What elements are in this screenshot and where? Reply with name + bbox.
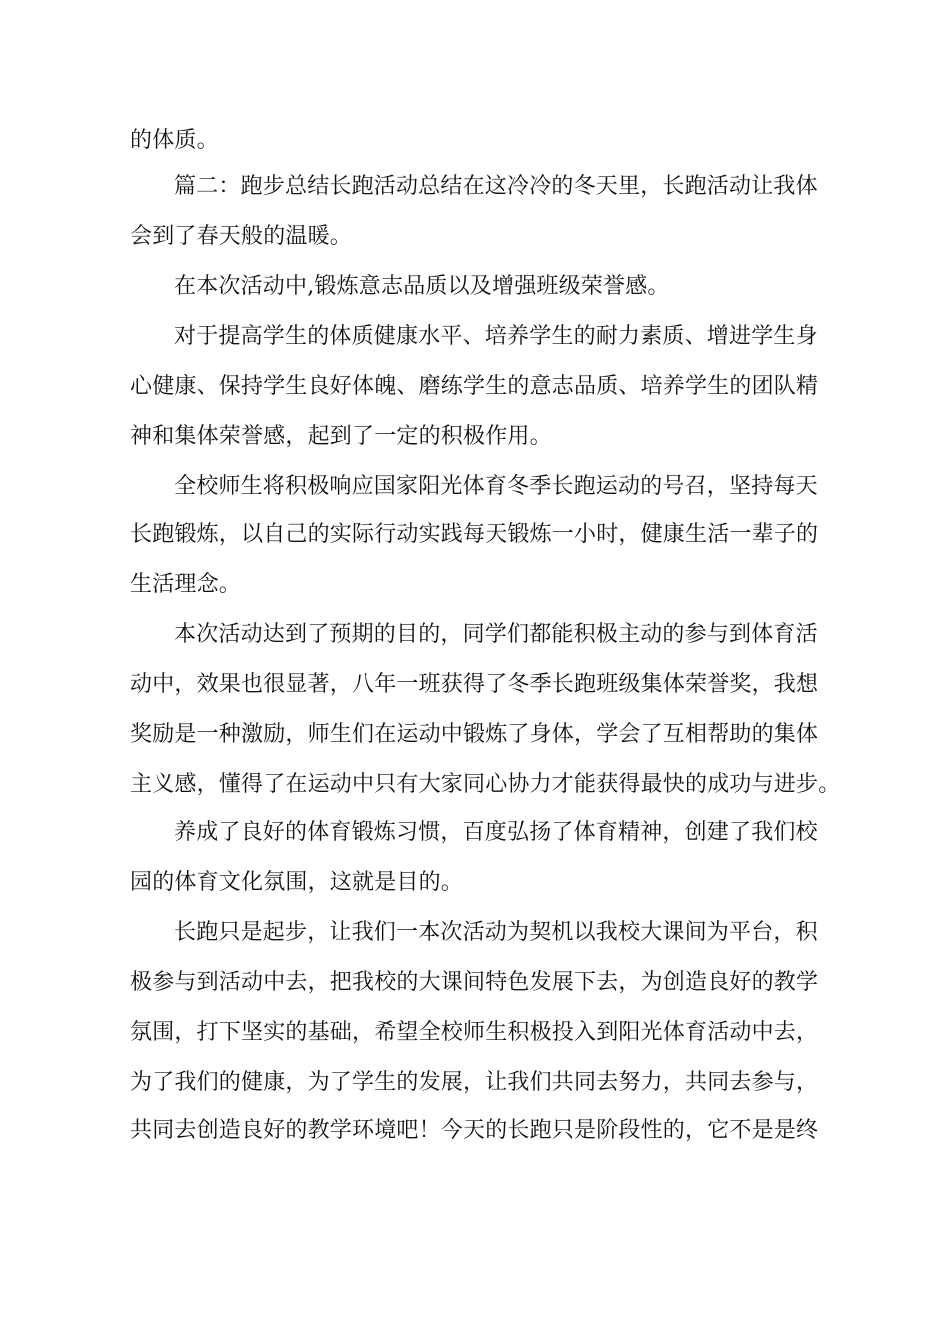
paragraph-line: 奖励是一种激励，师生们在运动中锻炼了身体，学会了互相帮助的集体 — [130, 722, 819, 747]
paragraph-line: 极参与到活动中去，把我校的大课间特色发展下去，为创造良好的教学 — [130, 970, 819, 995]
paragraph-line: 共同去创造良好的教学环境吧！今天的长跑只是阶段性的，它不是是终 — [130, 1118, 819, 1143]
paragraph-line: 在本次活动中,锻炼意志品质以及增强班级荣誉感。 — [174, 274, 670, 299]
paragraph-line: 本次活动达到了预期的目的，同学们都能积极主动的参与到体育活 — [174, 622, 818, 647]
paragraph-line: 长跑只是起步，让我们一本次活动为契机以我校大课间为平台，积 — [174, 920, 818, 945]
paragraph-line: 动中，效果也很显著，八年一班获得了冬季长跑班级集体荣誉奖，我想 — [130, 672, 819, 697]
paragraph-line: 为了我们的健康，为了学生的发展，让我们共同去努力，共同去参与， — [130, 1070, 819, 1095]
paragraph-line: 全校师生将积极响应国家阳光体育冬季长跑运动的号召，坚持每天 — [174, 474, 818, 499]
paragraph-line: 神和集体荣誉感，起到了一定的积极作用。 — [130, 424, 552, 449]
paragraph-line: 对于提高学生的体质健康水平、培养学生的耐力素质、增进学生身 — [174, 324, 818, 349]
paragraph-line: 篇二：跑步总结长跑活动总结在这冷冷的冬天里，长跑活动让我体 — [174, 174, 818, 199]
paragraph-line: 会到了春天般的温暖。 — [130, 224, 353, 249]
paragraph-line: 生活理念。 — [130, 572, 242, 597]
paragraph-line: 的体质。 — [130, 128, 219, 153]
paragraph-line: 心健康、保持学生良好体魄、磨练学生的意志品质、培养学生的团队精 — [130, 374, 819, 399]
paragraph-line: 氛围，打下坚实的基础，希望全校师生积极投入到阳光体育活动中去， — [130, 1020, 819, 1045]
paragraph-line: 主义感，懂得了在运动中只有大家同心协力才能获得最快的成功与进步。 — [130, 772, 841, 797]
paragraph-line: 长跑锻炼，以自己的实际行动实践每天锻炼一小时，健康生活一辈子的 — [130, 522, 819, 547]
paragraph-line: 园的体育文化氛围，这就是目的。 — [130, 870, 464, 895]
paragraph-line: 养成了良好的体育锻炼习惯，百度弘扬了体育精神，创建了我们校 — [174, 820, 818, 845]
